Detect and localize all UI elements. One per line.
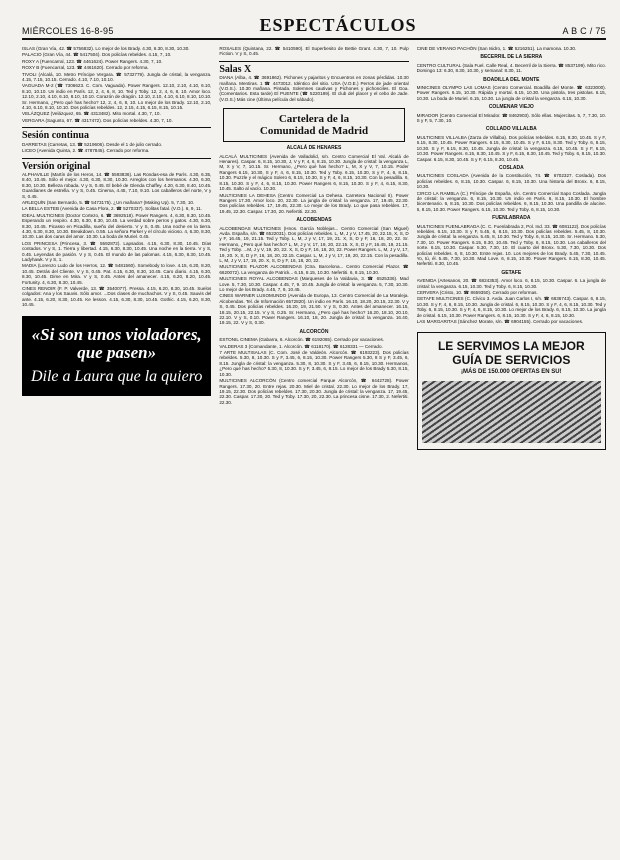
listing-entry: LAS MARGARITAS (Sánchez Morate, s/n. ☎ 6904155). Cerrado por vacaciones.: [416, 319, 584, 325]
ad-quote: «Si son unos violadores, que pasen»: [31, 324, 202, 362]
listing-group-colmenar: [417, 113, 606, 124]
listing-group-sierra: [417, 63, 606, 74]
section-title: ESPECTÁCULOS: [259, 15, 417, 35]
listing-group-continua: [22, 142, 211, 154]
listing-entry: VALDERAS 3 (Comandante, 1. Alcorcón. ☎ 6118170). ☎ 6128331 — Cerrado.: [219, 343, 383, 349]
town-heading: ALCALÁ DE HENARES: [286, 145, 342, 152]
ad-guide-title: LE SERVIMOS LA MEJOR GUÍA DE SERVICIOS: [437, 339, 585, 368]
advertisement-guide: [417, 332, 606, 449]
header-date: MIÉRCOLES 16-8-95: [22, 26, 114, 36]
listing-entry: MULTICINES LA DEHESA (Centro Comercial La Dehesa. Carretera Nacional II). Power Rangers 17.30. Amor loco. 20, 22.30. La jungla de cristal: la venganza. 17, 19.45, 22.30. Dos policías rebeldes. 17, 19.45, 22.30. Lo mejor de los Brady. Lo que pasa rebeldes. 17, 19.45, 22.30. Caspar. 17.30, 20. Nefertiti. 22.30.: [219, 192, 409, 214]
listing-entry: ALCOBENDAS MULTICINES (Hnos. García Noblejas... Centro Comercial (San Miguel) Avda. España, s/n. ☎ 6522031). Dos policías rebeldes. L, M, J y V, 17.45, 20, 22.15, X, S, D y F, 16.45, 19, 21.15. Ted y Toby. L, M, J y V, 17, 19, 21. X, S, D y F, 16, 18, 20, 22. Sr. Hermano, ¿Pero qué has hecho? L, M, J y V, 17, 19, 20, 22.15. X, S, D y F, 16.45, 19, 21.15. Ted y Toby. ...M, J y V, 19, 20, 22. X, S, D y F, 16, 18, 20, 22. Power Rangers. L, M, J y V, 17, 19, 20. X, S, D y F, 16, 18, 20, 22.15. Caspar. L, M, J y V, 17, 19, 20, 22.15. Con la pesadilla. L, M, J y V, 17, 19, 20. X, S, D y F, 16, 18, 20, 22.: [219, 225, 409, 263]
listing-group-getafe: [417, 278, 606, 324]
listing-entry: MULTICINES VILLALBA (Zarza de Villalba). Dos policías rebeldes. 6.15, 8.30, 10.45. S y F, 6.15, 8.30, 10.45. Power Rangers. 6.15, 8.30, 10.45. S y F, 6.15, 8.30. Ted y Toby. 6, 8.15, 10.30. S y F, 6.15, 8.30, 10.45. Jungla de cristal: la venganza. 6.15, 10.45. S y F, 6.15, 10.30. Power Rangers. 6.15, 8.30, 10.45. S y F, 6.15, 8.30, 10.45. Ted y Toby. 6, 8.15, 10.30. Caspar. 6.15, 8.30, 10.45. S y F, 6.15, 8.30, 10.45.: [416, 134, 606, 162]
listing-entry: ESTONIL CINEMA (Gabarra, 6. Alcorcón. ☎ 6192065). Cerrado por vacaciones.: [219, 337, 385, 343]
page-number: A B C / 75: [562, 26, 606, 36]
town-heading: COSLADA: [498, 164, 524, 171]
listing-entry: CINE DE VERANO PACHÓN (San Isidro, 1. ☎ 5216251). La mamona. 10.30.: [416, 46, 577, 51]
listing-group-villalba: [417, 135, 606, 162]
listing-entry: LA BELLA ESTEB (Avenida de Casa Flora, 2. ☎ 5270337). Solitas fatal. (V.O.). 6, 9, 11.: [22, 206, 203, 212]
town-heading: GETAFE: [501, 269, 522, 276]
listing-entry: DARRETAS (Carretas, 13. ☎ 5219606). Desde el 1 de julio cerrado.: [22, 141, 163, 147]
listing-entry: CINES RENOIR (F. P. Valverde, 13. ☎ 3540077). Pressa. 4.15, 6.20, 8.30, 10.45. Suelos colgados: Ana y los Sauvis. Sólo amor. ...Dos clases de muchachos. V y S, 0.45. Sauvis del ante. 4.15, 6.20, 8.30, 10.45. Ke lesson. 4.15, 6.30, 8.30, 10.45. Gothic. 4.15, 6.20, 8.30, 10.45.: [22, 286, 212, 308]
listing-entry: GETAFE MULTICINES (C. Cívico 3. Avda. Juan Carlos I, s/n. ☎ 6836743). Caspar. 6, 8.15, 10.30. S y F, 4, 6, 8.15, 10.30. Jungla de cristal. 6, 8.15, 10.30. S y F, 4, 6, 8.15, 10.30. Ted y Toby. 6, 8.15, 10.30. S y F, 4, 6, 8.15, 10.30. Lo mejor de los Brady. 6, 8.15, 10.30. La jungla de cristal. 6.15, 10.30. Power Rangers. 6, 8.15, 10.30. S y F, 4, 6, 8.15, 10.30.: [416, 296, 606, 318]
listing-group-top: [219, 46, 408, 57]
listing-group-alcala: [219, 154, 408, 214]
listing-entry: CIRCO LA RAMBLA (C.) Príncipe de España, s/n. Centro Comercial Sapo Coslada. Jungla de cristal: la venganza. 6, 8.15, 10.30. Un indio en París. 6, 8.15, 10.30. El hombre bicentenario. 6, 8.15, 10.30. Dos policías rebeldes. 6, 8.15, 10.30. Una pandilla de alucine. 6, 8.15, 10.30. Power Rangers. 6.15, 10.30. Ted y Toby. 6, 8.15, 10.30.: [416, 190, 606, 212]
listing-group-alcobendas: [219, 226, 408, 326]
listing-group-top: [22, 46, 211, 123]
listing-entry: VERGARA (Sagunto, 67. ☎ 4317472). Dos policías rebeldes. 4.30, 7, 10.: [22, 117, 173, 123]
cartelera-line-2: Comunidad de Madrid: [259, 125, 369, 138]
listing-entry: MIRADOR (Centro Comercial El Mirador. ☎ 8462903). Sólo ellas. Mujercitas. 5, 7, 7.30, 10. S y F, 5, 7.30, 10.: [416, 112, 606, 124]
newspaper-stack-image: [422, 381, 601, 443]
listing-entry: MULTICINES ALCORCÓN (Centro comercial Parque Alcorcón, ☎ 6442728). Power Rangers. 17.30, 20. Entre rejas. 20.30. Miel de cristal. 22.30. Lo mejor de los Brady. 17, 19.15, 22.30. Dos policías rebeldes. 17.30, 20.30. Jungla de cristal: la venganza. 17, 19.45, 22.30. Caspar. 17.30, 20. Ted y Toby. 17.30, 20, 22.30. La princesa cisne. 17.30, 2. Nefertiti. 22.30.: [219, 378, 409, 405]
listing-entry: MULTICINES COSLADA (Avenida de la Constitución, 74. ☎ 6702327. Coslada). Dos policías rebeldes. 6, 8.15, 10.30. Caspar. 6, 8.15, 10.30. Una historia del Bronx. 6, 8.15, 10.30.: [416, 173, 606, 190]
listing-entry: VELÁZQUEZ (Velázquez, 65. ☎ 4313482). Mito mortal. 4.30, 7, 10.: [22, 111, 161, 117]
ad-film-title: Dile a Laura que la quiero: [30, 367, 203, 385]
cartelera-line-1: Cartelera de la: [278, 113, 350, 126]
listing-group-top: [417, 46, 606, 51]
ad-guide-subtitle: ¡MÁS DE 150.000 OFERTAS EN SU!: [461, 369, 562, 376]
town-heading: COLLADO VILLALBA: [485, 126, 537, 133]
listing-group-alcorcon: [219, 337, 408, 405]
cartelera-banner: [223, 108, 404, 142]
column-right: [417, 46, 606, 450]
page-header: [22, 8, 606, 40]
listing-entry: ARLEQUÍN (San Bernardo, 5. ☎ 5473175). ¿Un mañana? (Making Up). 5, 7.30, 10.: [22, 199, 195, 205]
listing-entry: MINICINES OLYMPO LAS LOMAS (Centro Comercial. Boadilla del Monte. ☎ 6323000). Power Rangers. 6.15, 10.30. Rápida y mortal. 6.15, 10.30. Una pistola, tres pistolas. 6.15, 10.30. La boda de Muriel. 6.15, 10.30. La jungla de cristal la venganza. 6.15, 10.30.: [416, 85, 606, 101]
listing-group-original: [22, 172, 211, 308]
listing-entry: CERVERA (Cristo, 10. ☎ 8659350). Cerrado por reformas.: [416, 290, 538, 296]
listing-entry: TIVOLI (Alcalá, 10. Metro Príncipe Vergara. ☎ 5732779). Jungla de cristal, la venganza. 4.15, 7.15, 10.15. Cerrado. 4.10, 7.10, 10.10.: [22, 71, 212, 83]
listing-group-salas: [219, 75, 408, 102]
listing-entry: MULTICINES PLAZOR ALCOBENDAS (Ctra. Barcelona... Centro Comercial Plazor. ☎ 6620072). La venganza de Patrick... 6.15, 8.15, 10.30. Nefertiti. 6, 8.15, 10.30.: [219, 264, 409, 275]
column-center: [219, 46, 408, 450]
listing-entry: ROSALES (Quintana, 22. ☎ 5410590). El Superbesito de Bettie Grant. 4.30, 7, 10. Pulp Fiction. V y S, 0.45.: [219, 46, 409, 57]
listing-entry: PALACIO (Gran Vía, 44. ☎ 5417504). Dos policías rebeldes. 4.15, 7, 10.: [22, 52, 172, 58]
listing-entry: IDEAL MULTICINES (Doctor Cortezo, 6. ☎ 3692518). Power Rangers. 4, 6.30, 8.30, 10.45. Esperando un respiro. 4.30, 6.30, 8.30, 10.45. La verdad sobre perros y gatos. 4.30, 6.30, 8.30, 10.45. Picasso en Picadilla, sueño del desierto. V y S, 0.45. Una noche en la tierra. 4.30, 6.30, 8.30, 10.30. Breakdown. 0.55. La señora Parker y el círculo vicioso. 4, 6.30, 8.30, 10.30. Las dos caras del amor. 10.30. La boda de Muriel. 0.45.: [22, 212, 212, 240]
listing-entry: LOS PRINCESA (Princesa, 3. ☎ 5592872). Lapsados. 4.15, 6.30, 8.30, 10.45. Días contados. V y S, 1. Tierra y libertad. 4.15, 6.30, 8.30, 10.45. Una noche en la tierra. V y S, 0.45. Leyendas de pasión. V y S, 0.45. El mundo de las palomas. 4.15, 6.30, 8.30, 10.45. Ladyhawk. V y S, 1.: [22, 240, 212, 262]
listing-group-fuenlabrada: [417, 224, 606, 267]
town-heading: ALCORCÓN: [299, 328, 329, 335]
listing-entry: ROXY A (Fuencarral, 123. ☎ 4461624). Power Rangers. 4.30, 7, 10.: [22, 58, 163, 64]
listing-entry: ISLAS (Gran Vía, 42. ☎ 5756832). Lo mejor de los Brady. 4.30, 6.30, 8.30, 10.30.: [22, 46, 190, 51]
listing-entry: MULTICINES ROYAL ALCOBENDAS (Marqueses de la Valdavia, 3. ☎ 6525336). Mad Love. 5, 7.30, 10.30. Caspar. 4.45, 7, 9. 10.45. Jungla de cristal: la venganza. 5, 7.30, 10.30. Lo mejor de los Brady. 4.45, 7, 9, 10.45.: [219, 276, 409, 292]
town-heading: COLMENAR VIEJO: [488, 104, 534, 111]
listing-entry: AVENIDA (Artesanos, 20. ☎ 6824353). Amor loco. 6, 8.15, 10.30. Caspar. 6. La jungla de cristal: la venganza. 6.15, 10.30. Ted y Toby. 6, 8.15, 10.30.: [416, 278, 606, 289]
listing-entry: LICEO (Avenida Quinta, 2. ☎ 4787845). Cerrado por reforma.: [22, 148, 150, 154]
listing-group-coslada: [417, 173, 606, 212]
listing-entry: ALPHAVILLE (Martín de los Heros, 14. ☎ 5593836). Las Rondas-esa de París. 4.30, 6.35, 8.40, 10.45. Sólo el mejor. 4.30, 6.30, 8.30, 10.30. Arreglos con los hermanos. 4.30, 6.30, 8.30, 10.30. Belleza robada. V y S, 0.45. El bebé de Glenda Chaffey. 4.20, 6.30, 8.40, 10.45. Guardianes de estrella. V y S, 0.45. Cinema, 4.45, 7.10, 9.10. Los caballeros del norte, V y S, 0.45.: [22, 171, 212, 199]
listing-entry: CENTRO CULTURAL (Sala Fuel. Calle Real, 4. Becerril de la Sierra. ☎ 8537199). Mito rico. Domingo 13: 6.30, 8.30, 10.30, y semanal: 8.30, 11.: [416, 62, 606, 74]
section-heading-salas-x: Salas X: [219, 63, 252, 75]
listing-entry: MADIA (Lorenzo Ludo de los Herros, 12. ☎ 5481560). Somebody to love. 4.15, 6.20, 8.20, 10.45. Detrás del Cliente. V y S, 0.45. Pat. 4.15, 6.30, 8.30, 10.45. Caro diario. 4.15, 6.30, 8.30, 10.45. Dime en Mira. V y S, 0.45. Antes del amanecer. 4.15, 6.20, 8.20, 10.45. Fortunity. 4, 6.30, 8.30, 10.45.: [22, 263, 212, 285]
listing-entry: ROXY B (Fuencarral, 123. ☎ 4461620). Cerrado por reforma.: [22, 65, 149, 71]
advertisement-film: [22, 316, 211, 396]
town-heading: FUENLABRADA: [492, 215, 531, 222]
listing-group-boadilla: [417, 85, 606, 101]
listing-entry: VAGUADA M-2 (☎ 7306623. C. Com. Vaguada). Power Rangers. 12.10, 2.10, 4.10, 6.10, 8.10, 10.10. Un indio en París. 12, 2, 4, 6, 8, 10. Ted y Toby. 12, 2, 4, 6, 8, 10. Amor loco. 12.10, 2.10, 4.10, 6.10, 8.10, 10.10. Corazón de dragón. 12.10, 2.10, 4.10, 6.10, 8.10, 10.10. Sr. Hermano, ¿Pero qué has hecho? 12, 2, 4, 6, 8, 10. Lo mejor de los Brady. 12.10, 2.10, 4.10, 6.10, 8.10, 10.10. Dos policías rebeldes. 12, 2.15, 4.15, 6.15, 8.15, 10.15.: [22, 83, 212, 111]
town-heading: BOADILLA DEL MONTE: [483, 76, 540, 83]
listing-entry: 7 ARTE MULTISALAS (C. Com. José de Valdeón. Alcorcón. ☎ 6193223). Dos policías rebeldes. 5.30, 8, 10.30. S y F, 3.45, 6, 8.15, 10.30. Power Rangers 5.30, 8 S y F, 3.45, 6, 8.15. Jungla de cristal: la venganza. 5.30, 8, 10.30. S y F, 3.45, 6, 8.15, 10.30. Hermanos, ¿Pero qué has hecho? 5.30, 8, 10.30. S y F, 3.45, 6, 8.15. Lo mejor de los Brady 5.30, 8.15, 10.30.: [219, 350, 409, 377]
section-heading-continua: Sesión continua: [22, 130, 89, 142]
listing-entry: ALCALÁ MULTICINES (Avenida de Valladolid, s/n. Centro Comercial El Val. Alcalá de Henares). Caspar. 6, 8.15, 10.30, J, V y F, 4, 6, 8.15, 10.30. Jungla de cristal: la venganza L, M, X y V, 7, 10.15. Sr. Hermano, ¿Pero qué has hecho? L, M, X y V, 7, 10.15. Poder Rangers 6.15, 10.30, S y F, 4, 6, 8.15, 10.30. Ted y Toby. 6.15, 10.30, S y F, 4, 6, 8.15, 10.30. Puzzle y el mágico Solero 6, 8.15, 10.30, S y F, 4, 6, 8.15, 10.30. Con la pesadilla. 6, 8.15, 10.30. S y F, 4, 6, 8.15, 10.30. Power Rangers 6, 8.15, 10.30. S y F, 4, 6.15, 8.30, 10.45. Salto al vacío. 10.30.: [219, 153, 409, 192]
listing-entry: CINES WARNER LUSOMUNDO (Avenida de Europa, 13. Centro Comercial de La Moraleja. Alcobendas. Tel. de Información 6572820). Un indio en París. 16.10, 18.20, 20.15, 22.30. V y S, 0.45. Dos policías rebeldes. 16.20, 19, 21.50. V y S, 0.30. Antes del amanecer. 16.15, 18.15, 20.15, 22.15. V y S, 0.25. Sr. Hermano, ¿Pero qué has hecho? 16.20, 18.10, 20.10, 22.10. V y S, 0.10. Power Rangers. 16.10, 18, 20. Jungla de cristal: la venganza. 16.40, 19.15, 22. V y S, 0.30.: [219, 293, 409, 326]
town-heading: ALCOBENDAS: [296, 217, 332, 224]
column-left: [22, 46, 211, 450]
listing-entry: DIANA (Alba, 4. ☎ 3691862). Pichones y pajaritos y Encuentros en zonas pérdidas. 10.30 mañana. Mentiras. 1 ☎ 4473012. Idéntico del sitio. USA (V.O.E.) Perros de jade oriental (V.O.S.). 10.30 mañana. Pintada. Solemnes cautivas y Pichones y pichonciles. El Goa. (Comentarios. Esta tarde) El PUENTE (☎ 5220189). El club del placer y el cebo de Jade. (V.O.S.) Más cine (Última película del sábado).: [219, 75, 409, 102]
town-heading: BECERRIL DE LA SIERRA: [480, 54, 543, 61]
listing-entry: MULTICINES FUENLABRADA (C. C. Fuenlabrada 2, Pol. Ind. 33. ☎ 6081122). Dos policías rebeldes. 6.15, 10.30. S y F, 5.45, 6, 8.15, 10.30. Dos policías rebeldes. 5.45, 8, 10.30. Jungla de cristal: la venganza. 5.45, 8, 10.30. Ted y Toby. 6, 8.15, 10.30. Sr. Hermano. 5.30, 7.30, 10. Power Rangers. 6.15, 8.30, 10.45. Ted y Toby. 6, 8.15, 10.30. Los caballeros del norte. 6.15, 10.30. Caspar. 5.30, 7.30, 10. El cuarto del Bronx. 5.30, 7.30, 10.30. Dos policías rebeldes. 6, 8, 10.30. Entre rejas. 10. Los mejores de los Brady. 5.45, 7.30, 10.45. Yo, tú, él. 5.45, 7.30, 10.30. Mad Love. 6, 8.15, 10.30. Power Rangers. 6.15, 8.30, 10.45. Nefertiti. 8.30, 10.45.: [416, 223, 606, 267]
section-heading-original: Versión original: [22, 160, 91, 172]
